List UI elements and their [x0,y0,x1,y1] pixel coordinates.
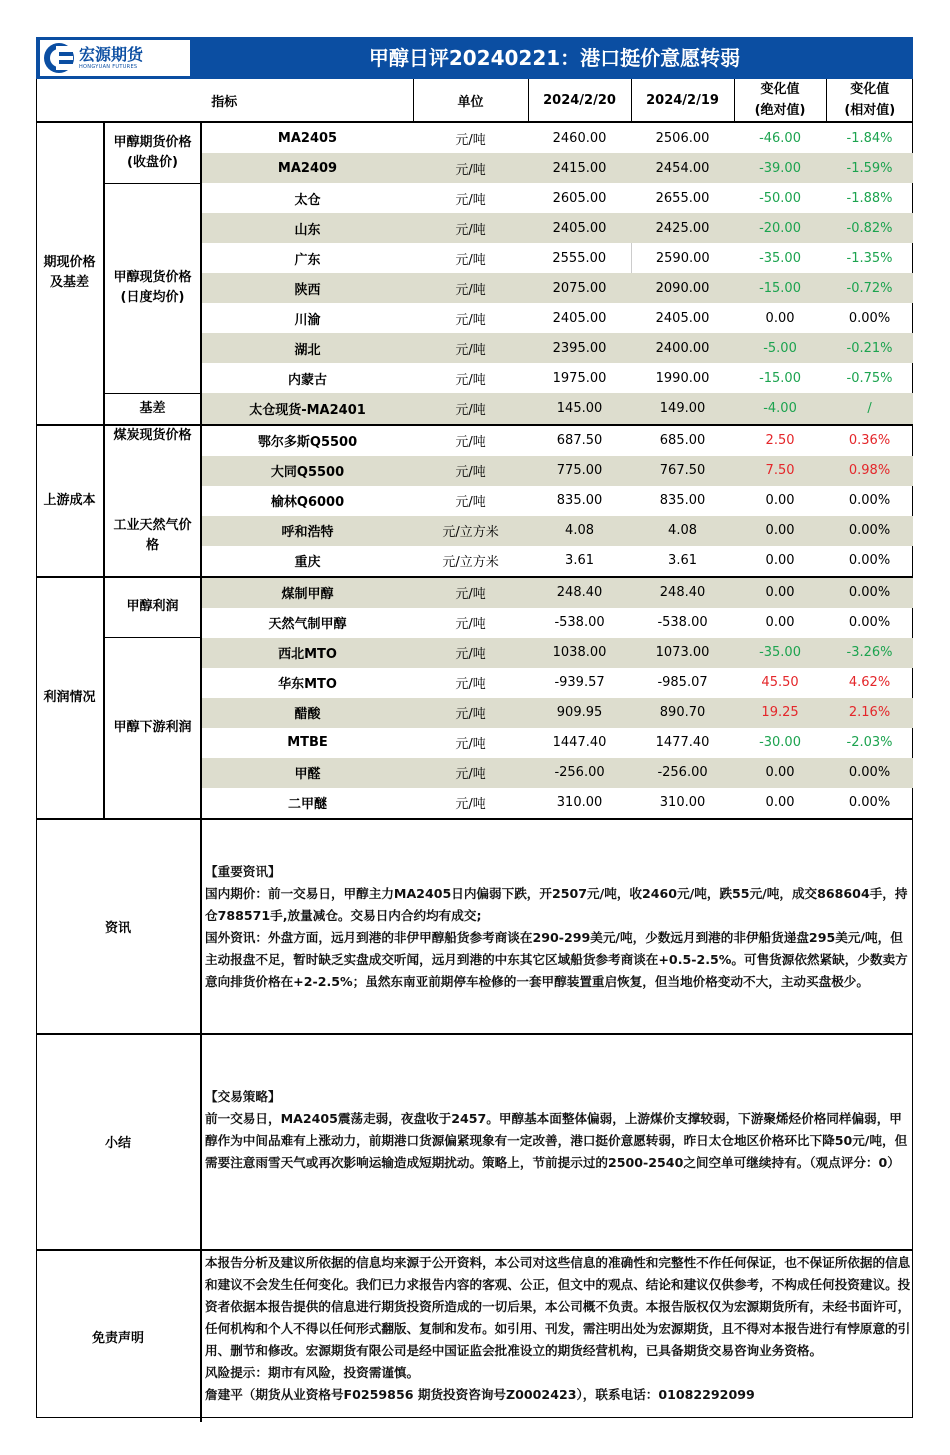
change-absolute: -4.00 [734,393,826,425]
unit-cell: 元/吨 [455,495,486,510]
change-relative: -1.35% [846,250,893,266]
value-date1: 2405.00 [552,310,607,326]
indicator-name: 山东 [201,213,413,243]
value-date1: 310.00 [528,788,631,819]
change-relative: -3.26% [826,638,913,668]
disclaimer-block [36,1251,913,1422]
indicator-name: 二甲醚 [201,788,413,819]
change-relative: 2.16% [826,698,913,728]
value-date2: -256.00 [631,758,734,788]
value-date1: 775.00 [528,456,631,486]
news-content [202,820,913,1033]
table-row [36,183,913,213]
table-row [36,577,913,608]
change-absolute: -35.00 [759,250,801,266]
change-relative: -1.88% [846,190,893,206]
col-abs-change-l1: 变化值 [760,82,800,97]
news-heading: 【重要资讯】 [205,863,281,879]
value-date2: 767.50 [631,456,734,486]
indicator-name: 甲醛 [201,758,413,788]
value-date1: 835.00 [556,493,603,508]
unit-cell: 元/吨 [455,677,486,692]
brand-name: 宏源期货 [79,44,144,64]
unit-cell: 元/吨 [455,192,486,208]
indicator-name: 川渝 [294,312,321,328]
indicator-name: 呼和浩特 [201,516,413,546]
change-relative: 0.00% [848,615,891,630]
indicator-name: 榆林Q6000 [270,495,345,510]
change-absolute: -5.00 [734,333,826,363]
change-relative: 0.00% [848,493,891,508]
indicator-name: 天然气制甲醇 [268,617,347,632]
change-absolute: -50.00 [759,190,801,206]
unit-cell: 元/吨 [455,312,486,328]
change-absolute: -30.00 [759,735,801,750]
change-absolute: 19.25 [734,698,826,728]
change-relative: -0.72% [826,273,913,303]
change-absolute: 0.00 [734,546,826,577]
unit-cell: 元/立方米 [413,546,528,577]
change-relative: 0.00% [848,310,891,326]
change-relative: 0.00% [826,788,913,819]
change-absolute: 7.50 [734,456,826,486]
change-absolute: 2.50 [765,433,795,448]
news-paragraph-2: 国外资讯：外盘方面，远月到港的非伊甲醇船货参考商谈在290-299美元/吨，少数远月到港的非伊船货递盘295美元/吨，但主动报盘不足，暂时缺乏实盘成交听闻，远月到港的中东其它区域船货参考商谈在+0.5-2.5%。可售货源依然紧缺，少数卖方意向排货价格在+2-2.5%；虽然东南亚前期停车检修的一套甲醇装置重启恢复，但当地价格变动不大，主动买盘极少。 [205,929,908,989]
col-rel-change-l1: 变化值 [850,82,890,97]
change-relative: -1.84% [846,130,893,146]
indicator-name: MA2405 [277,130,338,146]
unit-cell: 元/吨 [413,758,528,788]
change-relative: -0.75% [846,370,893,386]
unit-cell: 元/吨 [413,577,528,608]
value-date1: 687.50 [556,433,603,448]
disclaimer-content [202,1251,913,1422]
value-date2: 1073.00 [631,638,734,668]
value-date2: 2506.00 [655,130,710,146]
change-absolute: -35.00 [734,638,826,668]
report-header [36,37,913,79]
change-absolute: -46.00 [759,130,801,146]
table-row [36,122,913,153]
value-date1: 145.00 [528,393,631,425]
indicator-name: MTBE [287,735,328,750]
subgroup-futures: 甲醇期货价格(收盘价) [104,122,201,183]
category-upstream: 上游成本 [36,425,104,577]
value-date1: 909.95 [528,698,631,728]
value-date2: 4.08 [631,516,734,546]
value-date1: 1447.40 [552,735,607,750]
unit-cell: 元/立方米 [413,516,528,546]
indicator-name: 陕西 [201,273,413,303]
value-date1: 2605.00 [552,190,607,206]
unit-cell: 元/吨 [455,132,486,148]
change-relative: -2.03% [846,735,893,750]
change-relative: -0.82% [826,213,913,243]
news-paragraph-1: 国内期价：前一交易日，甲醇主力MA2405日内偏弱下跌，开2507元/吨，收2460元/吨，跌55元/吨，成交868604手，持仓788571手,放量减仓。交易日内合约均有成交; [205,885,908,923]
value-date2: 2590.00 [631,243,734,273]
value-date2: 2454.00 [631,153,734,183]
indicator-name: 西北MTO [201,638,413,668]
subgroup-basis: 基差 [104,393,201,425]
col-rel-change [826,79,913,122]
unit-cell: 元/吨 [413,153,528,183]
change-absolute: -15.00 [759,370,801,386]
value-date2: -985.07 [657,675,708,690]
value-date2: 149.00 [631,393,734,425]
table-row [36,516,913,546]
change-absolute: 0.00 [765,310,795,326]
value-date1: 2395.00 [528,333,631,363]
summary-heading: 【交易策略】 [205,1088,281,1104]
category-price: 期现价格及基差 [36,122,104,425]
value-date1: 3.61 [528,546,631,577]
unit-cell: 元/吨 [413,698,528,728]
value-date2: 310.00 [631,788,734,819]
indicator-name: 大同Q5500 [201,456,413,486]
change-absolute: 45.50 [761,675,799,690]
table-row [36,425,913,456]
unit-cell: 元/吨 [455,372,486,388]
text-blocks [36,820,913,1422]
indicator-name: 太仓 [294,192,321,208]
report [36,37,913,1422]
change-absolute: -39.00 [734,153,826,183]
value-date2: 890.70 [631,698,734,728]
indicator-name: 醋酸 [201,698,413,728]
col-abs-change [734,79,826,122]
unit-cell: 元/吨 [413,456,528,486]
change-absolute: 0.00 [765,615,795,630]
disclaimer-paragraph: 本报告分析及建议所依据的信息均来源于公开资料，本公司对这些信息的准确性和完整性不作任何保证，也不保证所依据的信息和建议不会发生任何变化。我们已力求报告内容的客观、公正，但文中的观点、结论和建议仅供参考，不构成任何投资建议。投资者依据本报告提供的信息进行期货投资所造成的一切后果，本公司概不负责。本报告版权仅为宏源期货所有，未经书面许可，任何机构和个人不得以任何形式翻版、复制和发布。如引用、刊发，需注明出处为宏源期货，且不得对本报告进行有悖原意的引用、删节和修改。宏源期货有限公司是经中国证监会批准设立的期货经营机构，已具备期货交易咨询业务资格。 [205,1254,911,1358]
summary-content [202,1035,913,1249]
indicator-name: 湖北 [201,333,413,363]
value-date1: 1038.00 [528,638,631,668]
summary-label: 小结 [36,1035,202,1249]
unit-cell: 元/吨 [413,393,528,425]
category-profit: 利润情况 [36,577,104,819]
value-date2: 1477.40 [655,735,710,750]
value-date2: 2655.00 [655,190,710,206]
value-date1: 2460.00 [552,130,607,146]
change-relative: 0.00% [826,546,913,577]
unit-cell: 元/吨 [413,333,528,363]
news-block [36,820,913,1035]
change-absolute: 0.00 [734,516,826,546]
subgroup-coal: 煤炭现货价格 [104,425,201,516]
indicator-name: MA2409 [201,153,413,183]
change-absolute: 0.00 [734,758,826,788]
value-date1: -939.57 [554,675,605,690]
value-date1: 4.08 [528,516,631,546]
change-absolute: 0.00 [734,577,826,608]
unit-cell: 元/吨 [413,638,528,668]
unit-cell: 元/吨 [455,252,486,268]
change-relative: 0.98% [826,456,913,486]
value-date1: -538.00 [554,615,605,630]
change-relative: -0.21% [826,333,913,363]
value-date2: 2400.00 [631,333,734,363]
value-date1: 1975.00 [552,370,607,386]
table-header-row [36,79,913,122]
value-date2: 2090.00 [631,273,734,303]
change-absolute: -15.00 [734,273,826,303]
unit-cell: 元/吨 [455,435,486,450]
change-absolute: 0.00 [734,788,826,819]
value-date1: 2415.00 [528,153,631,183]
value-date2: 2405.00 [655,310,710,326]
indicator-table [36,79,913,820]
change-relative: 4.62% [848,675,891,690]
subgroup-gas: 工业天然气价格 [104,516,201,577]
indicator-name: 内蒙古 [288,372,328,388]
news-label: 资讯 [36,820,202,1033]
col-abs-change-l2: (绝对值) [754,103,806,118]
value-date2: 685.00 [659,433,706,448]
change-relative: / [826,393,913,425]
value-date2: 2425.00 [631,213,734,243]
change-relative: 0.00% [826,516,913,546]
unit-cell: 元/吨 [413,788,528,819]
value-date1: 2555.00 [552,250,607,266]
indicator-name: 广东 [294,252,321,268]
hongyuan-logo-icon [43,42,75,74]
value-date1: 2405.00 [528,213,631,243]
indicator-name: 鄂尔多斯Q5500 [257,435,358,450]
value-date2: 1990.00 [655,370,710,386]
disclaimer-label: 免责声明 [36,1251,202,1422]
col-unit: 单位 [413,79,528,122]
summary-paragraph: 前一交易日，MA2405震荡走弱，夜盘收于2457。甲醇基本面整体偏弱，上游煤价支撑较弱，下游聚烯烃价格同样偏弱，甲醇作为中间品难有上涨动力，前期港口货源偏紧现象有一定改善，港口挺价意愿转弱，昨日太仓地区价格环比下降50元/吨，但需要注意雨雪天气或再次影响运输造成短期扰动。策略上，节前提示过的2500-2540之间空单可继续持有。（观点评分：0） [205,1110,908,1170]
col-indicator: 指标 [36,79,413,122]
report-title: 甲醇日评20240221：港口挺价意愿转弱 [368,46,741,70]
indicator-name: 华东MTO [278,677,337,692]
col-date1: 2024/2/20 [528,79,631,122]
indicator-name: 煤制甲醇 [201,577,413,608]
analyst-contact: 詹建平（期货从业资格号F0259856 期货投资咨询号Z0002423），联系电话：01082292099 [205,1386,755,1402]
change-absolute: -20.00 [734,213,826,243]
value-date2: 248.40 [631,577,734,608]
indicator-name: 太仓现货-MA2401 [201,393,413,425]
unit-cell: 元/吨 [455,617,486,632]
value-date2: 835.00 [659,493,706,508]
change-absolute: 0.00 [765,493,795,508]
change-relative: 0.00% [826,758,913,788]
subgroup-profit: 甲醇利润 [104,577,201,638]
value-date1: 2075.00 [528,273,631,303]
table-row [36,393,913,425]
col-date2: 2024/2/19 [631,79,734,122]
unit-cell: 元/吨 [413,273,528,303]
summary-block [36,1035,913,1251]
value-date1: -256.00 [528,758,631,788]
brand-name-en: HONGYUAN FUTURES [79,63,138,70]
risk-notice: 风险提示：期市有风险，投资需谨慎。 [205,1364,420,1380]
value-date2: -538.00 [657,615,708,630]
indicator-name: 重庆 [201,546,413,577]
unit-cell: 元/吨 [413,213,528,243]
value-date1: 248.40 [528,577,631,608]
change-relative: -1.59% [826,153,913,183]
subgroup-spot: 甲醇现货价格(日度均价) [104,183,201,393]
brand-logo [40,40,190,76]
subgroup-downstream: 甲醇下游利润 [104,638,201,819]
change-relative: 0.00% [826,577,913,608]
unit-cell: 元/吨 [455,737,486,752]
change-relative: 0.36% [848,433,891,448]
col-rel-change-l2: (相对值) [844,103,896,118]
table-row [36,638,913,668]
value-date2: 3.61 [631,546,734,577]
